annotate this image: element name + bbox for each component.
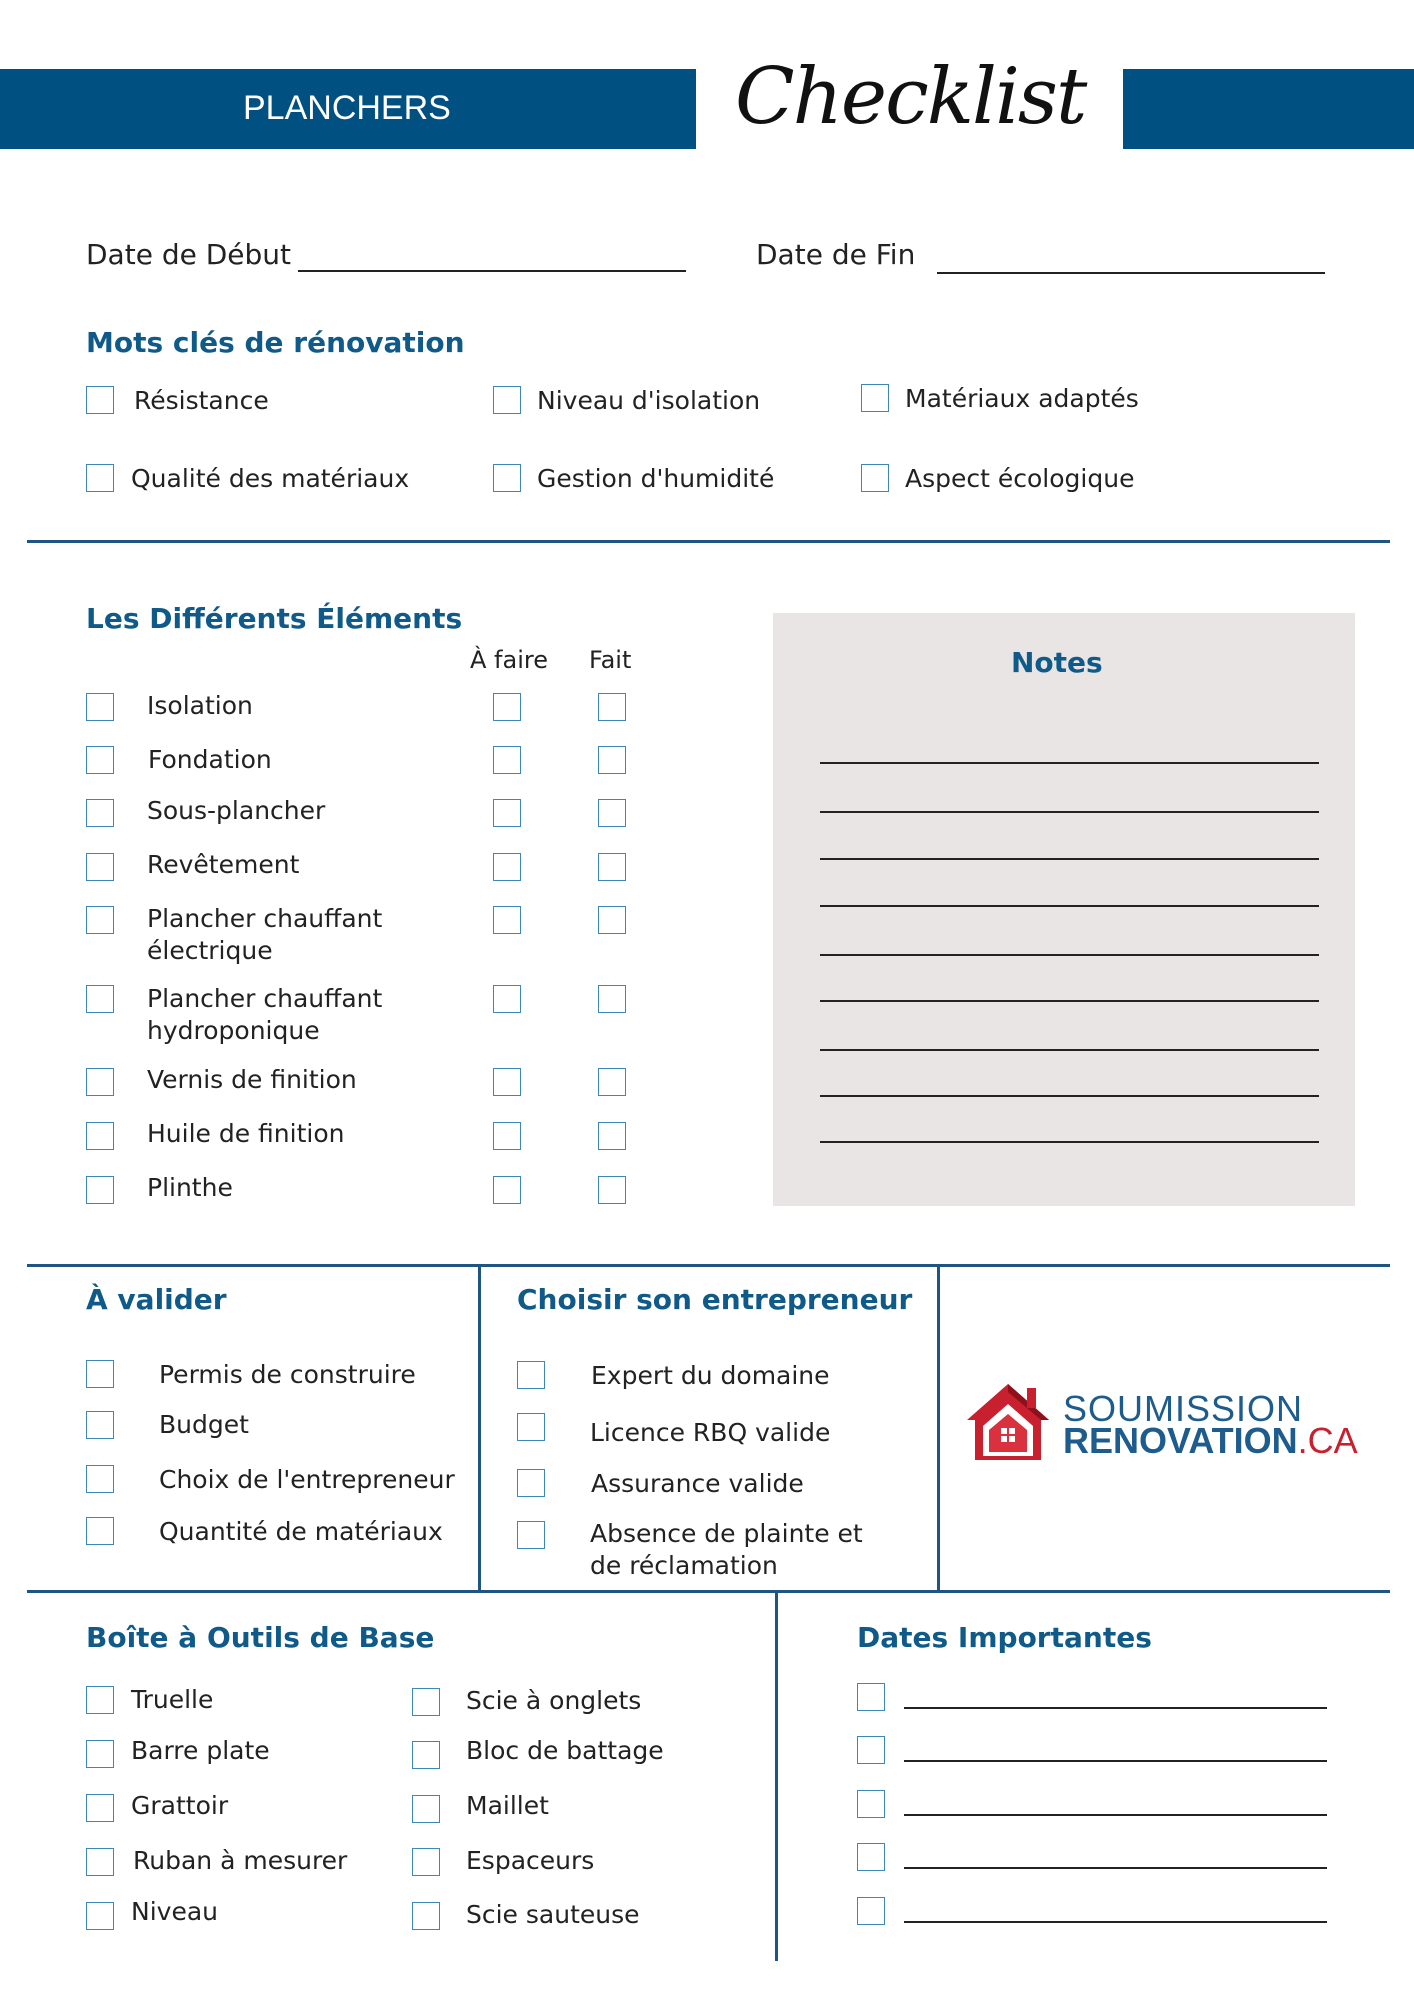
date-checkbox[interactable]: [857, 1897, 885, 1925]
tool-checkbox[interactable]: [412, 1795, 440, 1823]
date-checkbox[interactable]: [857, 1736, 885, 1764]
notes-line[interactable]: [820, 905, 1319, 907]
element-label: Revêtement: [147, 850, 300, 879]
keyword-label: Niveau d'isolation: [537, 386, 761, 415]
notes-line[interactable]: [820, 1095, 1319, 1097]
important-dates-heading: Dates Importantes: [857, 1621, 1152, 1654]
tool-label: Bloc de battage: [466, 1736, 664, 1765]
logo-line2: RENOVATION: [1063, 1420, 1298, 1461]
todo-checkbox[interactable]: [493, 985, 521, 1013]
notes-heading: Notes: [1011, 646, 1103, 679]
date-line[interactable]: [904, 1867, 1327, 1869]
tool-label: Barre plate: [131, 1736, 270, 1765]
notes-line[interactable]: [820, 1141, 1319, 1143]
notes-line[interactable]: [820, 1049, 1319, 1051]
element-label: Plancher chauffant hydroponique: [147, 984, 383, 1045]
section-divider: [27, 1264, 1390, 1267]
tool-checkbox[interactable]: [86, 1686, 114, 1714]
validate-label: Quantité de matériaux: [159, 1517, 443, 1546]
header-right-bar: [1123, 69, 1414, 149]
validate-checkbox[interactable]: [86, 1360, 114, 1388]
element-checkbox[interactable]: [86, 799, 114, 827]
end-date-field[interactable]: [937, 272, 1325, 274]
start-date-field[interactable]: [298, 270, 686, 272]
notes-line[interactable]: [820, 954, 1319, 956]
element-label: Sous-plancher: [147, 796, 326, 825]
date-line[interactable]: [904, 1707, 1327, 1709]
validate-label: Permis de construire: [159, 1360, 416, 1389]
elements-heading: Les Différents Éléments: [86, 602, 463, 635]
done-checkbox[interactable]: [598, 1176, 626, 1204]
checklist-script-title: Checklist: [735, 52, 1086, 142]
keyword-checkbox[interactable]: [861, 384, 889, 412]
element-checkbox[interactable]: [86, 746, 114, 774]
category-title: PLANCHERS: [243, 89, 451, 127]
element-checkbox[interactable]: [86, 1068, 114, 1096]
contractor-checkbox[interactable]: [517, 1361, 545, 1389]
tool-checkbox[interactable]: [412, 1741, 440, 1769]
validate-label: Budget: [159, 1410, 249, 1439]
tool-checkbox[interactable]: [412, 1902, 440, 1930]
done-column-header: Fait: [589, 646, 632, 674]
todo-checkbox[interactable]: [493, 906, 521, 934]
notes-box: [773, 613, 1355, 1206]
date-checkbox[interactable]: [857, 1790, 885, 1818]
section-divider: [27, 540, 1390, 543]
tool-label: Truelle: [131, 1685, 214, 1714]
date-line[interactable]: [904, 1814, 1327, 1816]
contractor-checkbox[interactable]: [517, 1521, 545, 1549]
keyword-checkbox[interactable]: [861, 464, 889, 492]
date-line[interactable]: [904, 1921, 1327, 1923]
element-checkbox[interactable]: [86, 693, 114, 721]
element-checkbox[interactable]: [86, 906, 114, 934]
notes-line[interactable]: [820, 762, 1319, 764]
notes-line[interactable]: [820, 858, 1319, 860]
element-checkbox[interactable]: [86, 853, 114, 881]
validate-checkbox[interactable]: [86, 1517, 114, 1545]
done-checkbox[interactable]: [598, 985, 626, 1013]
todo-checkbox[interactable]: [493, 1176, 521, 1204]
column-divider: [775, 1590, 778, 1961]
element-label: Plancher chauffant électrique: [147, 904, 383, 965]
tool-label: Maillet: [466, 1791, 549, 1820]
todo-checkbox[interactable]: [493, 1068, 521, 1096]
done-checkbox[interactable]: [598, 1122, 626, 1150]
contractor-label: Expert du domaine: [591, 1361, 830, 1390]
tool-label: Scie sauteuse: [466, 1900, 640, 1929]
element-label: Isolation: [147, 691, 253, 720]
keyword-label: Gestion d'humidité: [537, 464, 775, 493]
contractor-heading: Choisir son entrepreneur: [517, 1283, 913, 1316]
todo-column-header: À faire: [470, 646, 548, 674]
contractor-label: Licence RBQ valide: [590, 1418, 831, 1447]
notes-line[interactable]: [820, 811, 1319, 813]
tool-checkbox[interactable]: [86, 1902, 114, 1930]
validate-checkbox[interactable]: [86, 1465, 114, 1493]
todo-checkbox[interactable]: [493, 799, 521, 827]
validate-checkbox[interactable]: [86, 1411, 114, 1439]
element-checkbox[interactable]: [86, 1122, 114, 1150]
element-label: Plinthe: [147, 1173, 233, 1202]
tools-heading: Boîte à Outils de Base: [86, 1621, 435, 1654]
logo-line1: SOUMISSION: [1063, 1388, 1304, 1429]
keyword-checkbox[interactable]: [86, 464, 114, 492]
keyword-checkbox[interactable]: [86, 386, 114, 414]
todo-checkbox[interactable]: [493, 746, 521, 774]
done-checkbox[interactable]: [598, 906, 626, 934]
todo-checkbox[interactable]: [493, 853, 521, 881]
section-divider: [27, 1590, 1390, 1593]
contractor-label: Assurance valide: [591, 1469, 804, 1498]
keyword-checkbox[interactable]: [493, 386, 521, 414]
done-checkbox[interactable]: [598, 853, 626, 881]
done-checkbox[interactable]: [598, 1068, 626, 1096]
column-divider: [937, 1264, 940, 1591]
todo-checkbox[interactable]: [493, 1122, 521, 1150]
tool-checkbox[interactable]: [86, 1794, 114, 1822]
tool-checkbox[interactable]: [86, 1740, 114, 1768]
date-checkbox[interactable]: [857, 1843, 885, 1871]
column-divider: [478, 1264, 481, 1591]
todo-checkbox[interactable]: [493, 693, 521, 721]
element-checkbox[interactable]: [86, 1176, 114, 1204]
tool-checkbox[interactable]: [412, 1688, 440, 1716]
keyword-label: Aspect écologique: [905, 464, 1135, 493]
element-checkbox[interactable]: [86, 985, 114, 1013]
contractor-checkbox[interactable]: [517, 1413, 545, 1441]
keyword-label: Qualité des matériaux: [131, 464, 410, 493]
tool-label: Grattoir: [131, 1791, 229, 1820]
end-date-label: Date de Fin: [756, 238, 916, 271]
validate-label: Choix de l'entrepreneur: [159, 1465, 455, 1494]
tool-checkbox[interactable]: [86, 1848, 114, 1876]
tool-label: Niveau: [131, 1897, 218, 1926]
validate-heading: À valider: [86, 1283, 227, 1316]
contractor-label: Absence de plainte et de réclamation: [590, 1519, 863, 1580]
notes-line[interactable]: [820, 1000, 1319, 1002]
done-checkbox[interactable]: [598, 693, 626, 721]
date-line[interactable]: [904, 1760, 1327, 1762]
tool-checkbox[interactable]: [412, 1848, 440, 1876]
start-date-label: Date de Début: [86, 238, 292, 271]
done-checkbox[interactable]: [598, 799, 626, 827]
tool-label: Espaceurs: [466, 1846, 595, 1875]
element-label: Fondation: [148, 745, 272, 774]
contractor-checkbox[interactable]: [517, 1469, 545, 1497]
logo-suffix: .CA: [1297, 1420, 1358, 1461]
brand-logo: [963, 1380, 1363, 1470]
keyword-checkbox[interactable]: [493, 464, 521, 492]
keyword-label: Résistance: [134, 386, 269, 415]
element-label: Huile de finition: [147, 1119, 345, 1148]
done-checkbox[interactable]: [598, 746, 626, 774]
keywords-heading: Mots clés de rénovation: [86, 326, 465, 359]
date-checkbox[interactable]: [857, 1683, 885, 1711]
tool-label: Scie à onglets: [466, 1686, 642, 1715]
keyword-label: Matériaux adaptés: [905, 384, 1139, 413]
house-logo-icon: [963, 1380, 1053, 1466]
tool-label: Ruban à mesurer: [133, 1846, 348, 1875]
element-label: Vernis de finition: [147, 1065, 357, 1094]
